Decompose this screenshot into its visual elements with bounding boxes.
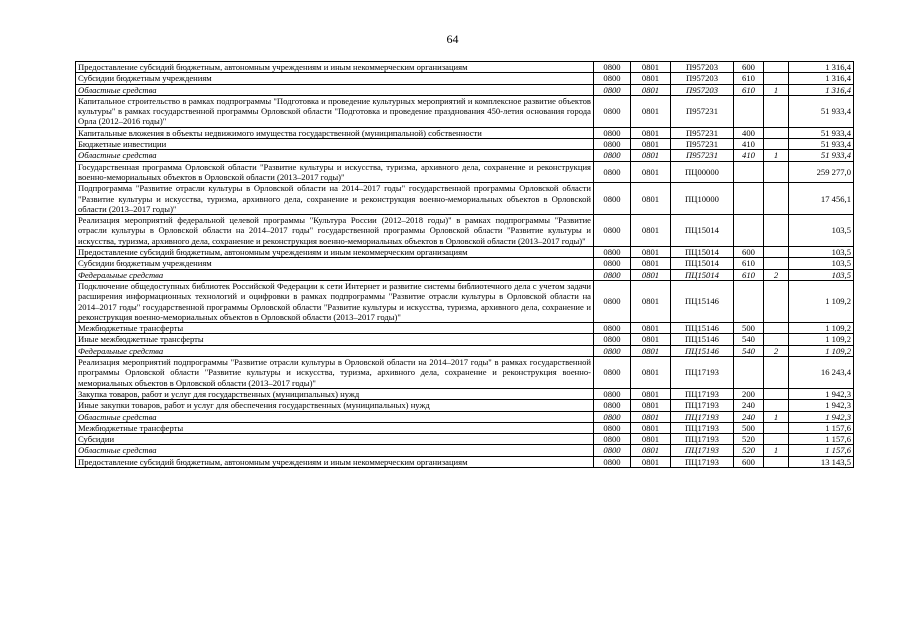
row-section: 0800 — [594, 345, 631, 356]
row-subsection: 0801 — [631, 247, 671, 258]
row-target-article: П957231 — [671, 139, 734, 150]
row-subsection: 0801 — [631, 183, 671, 215]
row-amount: 51 933,4 — [789, 150, 854, 161]
row-name: Предоставление субсидий бюджетным, автономным учреждениям и иным некоммерческим организациям — [76, 456, 594, 467]
row-funding-source — [764, 127, 789, 138]
row-name: Межбюджетные трансферты — [76, 422, 594, 433]
row-target-article: ПЦ17193 — [671, 422, 734, 433]
table-row — [76, 357, 854, 389]
row-expense-type: 610 — [734, 73, 764, 84]
row-expense-type: 500 — [734, 422, 764, 433]
row-section: 0800 — [594, 127, 631, 138]
table-row — [76, 434, 854, 445]
table-row — [76, 280, 854, 322]
row-subsection: 0801 — [631, 269, 671, 280]
row-funding-source — [764, 258, 789, 269]
row-section: 0800 — [594, 139, 631, 150]
row-amount: 259 277,0 — [789, 161, 854, 183]
row-section: 0800 — [594, 161, 631, 183]
row-amount: 1 942,3 — [789, 400, 854, 411]
row-name: Реализация мероприятий подпрограммы "Развитие отрасли культуры в Орловской области на 2014–2017 годы" в рамках государственной программы Орловской области "Развитие культуры и искусства, туризма, архивного дела, сохранение и реконструкция военно-мемориальных объектов в Орловской области (2013–2017 годы)" — [76, 357, 594, 389]
row-expense-type: 400 — [734, 127, 764, 138]
row-funding-source — [764, 161, 789, 183]
row-funding-source — [764, 280, 789, 322]
row-amount: 1 157,6 — [789, 434, 854, 445]
row-target-article: ПЦ15014 — [671, 258, 734, 269]
row-target-article: ПЦ17193 — [671, 357, 734, 389]
row-funding-source — [764, 388, 789, 399]
row-subsection: 0801 — [631, 388, 671, 399]
row-amount: 16 243,4 — [789, 357, 854, 389]
row-section: 0800 — [594, 150, 631, 161]
row-amount: 51 933,4 — [789, 139, 854, 150]
row-section: 0800 — [594, 183, 631, 215]
table-row — [76, 161, 854, 183]
row-target-article: П957231 — [671, 127, 734, 138]
table-row — [76, 334, 854, 345]
row-funding-source: 1 — [764, 84, 789, 95]
row-name: Бюджетные инвестиции — [76, 139, 594, 150]
row-section: 0800 — [594, 411, 631, 422]
table-row — [76, 95, 854, 127]
row-funding-source — [764, 323, 789, 334]
row-subsection: 0801 — [631, 127, 671, 138]
row-expense-type: 600 — [734, 456, 764, 467]
row-amount: 1 109,2 — [789, 323, 854, 334]
row-name: Капитальное строительство в рамках подпрограммы "Подготовка и проведение культурных мероприятий и комплексное развитие объектов культуры" в рамках государственной программы Орловской области "Подготовка и проведение празднования 450-летия основания города Орла (2012–2016 годы)" — [76, 95, 594, 127]
table-row — [76, 411, 854, 422]
table-row — [76, 183, 854, 215]
row-expense-type: 600 — [734, 62, 764, 73]
row-target-article: ПЦ15014 — [671, 215, 734, 247]
row-subsection: 0801 — [631, 95, 671, 127]
row-funding-source — [764, 422, 789, 433]
row-amount: 1 109,2 — [789, 280, 854, 322]
row-target-article: П957203 — [671, 84, 734, 95]
row-name: Межбюджетные трансферты — [76, 323, 594, 334]
row-name: Закупка товаров, работ и услуг для государственных (муниципальных) нужд — [76, 388, 594, 399]
row-amount: 1 942,3 — [789, 388, 854, 399]
row-funding-source: 1 — [764, 411, 789, 422]
row-name: Субсидии бюджетным учреждениям — [76, 73, 594, 84]
row-target-article: ПЦ00000 — [671, 161, 734, 183]
row-name: Предоставление субсидий бюджетным, автономным учреждениям и иным некоммерческим организациям — [76, 247, 594, 258]
row-target-article: П957203 — [671, 73, 734, 84]
row-expense-type: 540 — [734, 345, 764, 356]
row-target-article: ПЦ10000 — [671, 183, 734, 215]
row-subsection: 0801 — [631, 139, 671, 150]
table-row — [76, 127, 854, 138]
row-section: 0800 — [594, 269, 631, 280]
row-amount: 1 109,2 — [789, 345, 854, 356]
row-amount: 1 316,4 — [789, 73, 854, 84]
row-amount: 103,5 — [789, 269, 854, 280]
row-target-article: ПЦ17193 — [671, 388, 734, 399]
table-row — [76, 422, 854, 433]
row-section: 0800 — [594, 323, 631, 334]
row-expense-type: 520 — [734, 434, 764, 445]
row-expense-type: 610 — [734, 258, 764, 269]
row-expense-type: 520 — [734, 445, 764, 456]
row-amount: 103,5 — [789, 247, 854, 258]
row-name: Областные средства — [76, 411, 594, 422]
table-row — [76, 139, 854, 150]
row-target-article: ПЦ17193 — [671, 434, 734, 445]
row-section: 0800 — [594, 280, 631, 322]
row-section: 0800 — [594, 73, 631, 84]
table-row — [76, 215, 854, 247]
row-expense-type: 240 — [734, 411, 764, 422]
budget-table — [75, 61, 854, 468]
row-target-article: ПЦ15146 — [671, 323, 734, 334]
row-section: 0800 — [594, 215, 631, 247]
row-target-article: ПЦ15146 — [671, 280, 734, 322]
row-subsection: 0801 — [631, 434, 671, 445]
table-row — [76, 445, 854, 456]
row-amount: 1 316,4 — [789, 62, 854, 73]
row-funding-source — [764, 334, 789, 345]
row-amount: 51 933,4 — [789, 95, 854, 127]
row-funding-source — [764, 434, 789, 445]
row-name: Реализация мероприятий федеральной целевой программы "Культура России (2012–2018 годы)" в рамках подпрограммы "Развитие отрасли культуры в Орловской области на 2014–2017 годы" государственной программы Орловской области "Развитие культуры и искусства, туризма, архивного дела, сохранение и реконструкция военно-мемориальных объектов в Орловской области (2013–2017 годы)" — [76, 215, 594, 247]
row-section: 0800 — [594, 247, 631, 258]
row-subsection: 0801 — [631, 345, 671, 356]
row-name: Подпрограмма "Развитие отрасли культуры в Орловской области на 2014–2017 годы" государственной программы Орловской области "Развитие культуры и искусства, туризма, архивного дела, сохранение и реконструкция военно-мемориальных объектов в Орловской области (2013–2017 годы)" — [76, 183, 594, 215]
row-expense-type: 200 — [734, 388, 764, 399]
row-subsection: 0801 — [631, 73, 671, 84]
row-target-article: П957203 — [671, 62, 734, 73]
row-subsection: 0801 — [631, 150, 671, 161]
row-expense-type — [734, 280, 764, 322]
row-name: Иные межбюджетные трансферты — [76, 334, 594, 345]
row-section: 0800 — [594, 62, 631, 73]
table-row — [76, 73, 854, 84]
row-expense-type: 500 — [734, 323, 764, 334]
row-funding-source — [764, 215, 789, 247]
row-subsection: 0801 — [631, 280, 671, 322]
row-amount: 1 157,6 — [789, 422, 854, 433]
row-subsection: 0801 — [631, 411, 671, 422]
row-target-article: ПЦ15146 — [671, 334, 734, 345]
row-target-article: ПЦ15146 — [671, 345, 734, 356]
row-target-article: ПЦ15014 — [671, 269, 734, 280]
row-name: Подключение общедоступных библиотек Российской Федерации к сети Интернет и развитие системы библиотечного дела с учетом задачи расширения информационных технологий и оцифровки в рамках подпрограммы "Развитие отрасли культуры в Орловской области на 2014–2017 годы" государственной программы Орловской области "Развитие культуры и искусства, туризма, архивного дела, сохранение и реконструкция военно-мемориальных объектов в Орловской области (2013–2017 годы)" — [76, 280, 594, 322]
row-target-article: П957231 — [671, 150, 734, 161]
row-name: Предоставление субсидий бюджетным, автономным учреждениям и иным некоммерческим организациям — [76, 62, 594, 73]
row-expense-type: 410 — [734, 150, 764, 161]
table-row — [76, 62, 854, 73]
row-amount: 1 157,6 — [789, 445, 854, 456]
row-target-article: ПЦ17193 — [671, 456, 734, 467]
row-name: Областные средства — [76, 84, 594, 95]
row-subsection: 0801 — [631, 323, 671, 334]
row-expense-type — [734, 215, 764, 247]
row-subsection: 0801 — [631, 445, 671, 456]
row-funding-source — [764, 357, 789, 389]
row-section: 0800 — [594, 445, 631, 456]
row-target-article: П957231 — [671, 95, 734, 127]
row-funding-source: 1 — [764, 445, 789, 456]
row-amount: 1 109,2 — [789, 334, 854, 345]
row-name: Федеральные средства — [76, 269, 594, 280]
row-target-article: ПЦ17193 — [671, 445, 734, 456]
row-expense-type — [734, 183, 764, 215]
row-expense-type: 600 — [734, 247, 764, 258]
table-row — [76, 258, 854, 269]
row-target-article: ПЦ17193 — [671, 400, 734, 411]
table-row — [76, 150, 854, 161]
row-section: 0800 — [594, 400, 631, 411]
row-expense-type: 540 — [734, 334, 764, 345]
row-section: 0800 — [594, 334, 631, 345]
row-subsection: 0801 — [631, 357, 671, 389]
row-name: Иные закупки товаров, работ и услуг для обеспечения государственных (муниципальных) нужд — [76, 400, 594, 411]
row-amount: 103,5 — [789, 258, 854, 269]
row-amount: 1 316,4 — [789, 84, 854, 95]
row-subsection: 0801 — [631, 334, 671, 345]
row-section: 0800 — [594, 456, 631, 467]
row-subsection: 0801 — [631, 161, 671, 183]
row-funding-source — [764, 62, 789, 73]
row-name: Субсидии — [76, 434, 594, 445]
table-row — [76, 84, 854, 95]
row-subsection: 0801 — [631, 422, 671, 433]
row-funding-source — [764, 183, 789, 215]
row-funding-source — [764, 95, 789, 127]
row-section: 0800 — [594, 258, 631, 269]
table-row — [76, 269, 854, 280]
row-amount: 13 143,5 — [789, 456, 854, 467]
row-name: Государственная программа Орловской области "Развитие культуры и искусства, туризма, архивного дела, сохранение и реконструкция военно-мемориальных объектов в Орловской области (2013–2017 годы)" — [76, 161, 594, 183]
row-expense-type: 240 — [734, 400, 764, 411]
row-section: 0800 — [594, 434, 631, 445]
page-number: 64 — [446, 32, 459, 46]
row-subsection: 0801 — [631, 258, 671, 269]
row-funding-source — [764, 139, 789, 150]
row-name: Капитальные вложения в объекты недвижимого имущества государственной (муниципальной) собственности — [76, 127, 594, 138]
row-target-article: ПЦ17193 — [671, 411, 734, 422]
row-funding-source — [764, 73, 789, 84]
row-subsection: 0801 — [631, 62, 671, 73]
row-name: Федеральные средства — [76, 345, 594, 356]
row-expense-type — [734, 95, 764, 127]
row-name: Субсидии бюджетным учреждениям — [76, 258, 594, 269]
row-funding-source: 1 — [764, 150, 789, 161]
row-expense-type — [734, 161, 764, 183]
row-section: 0800 — [594, 95, 631, 127]
row-amount: 17 456,1 — [789, 183, 854, 215]
row-funding-source: 2 — [764, 269, 789, 280]
row-funding-source — [764, 247, 789, 258]
row-expense-type: 610 — [734, 84, 764, 95]
row-name: Областные средства — [76, 150, 594, 161]
row-funding-source — [764, 456, 789, 467]
table-row — [76, 345, 854, 356]
row-name: Областные средства — [76, 445, 594, 456]
row-amount: 51 933,4 — [789, 127, 854, 138]
row-section: 0800 — [594, 357, 631, 389]
table-row — [76, 323, 854, 334]
row-subsection: 0801 — [631, 400, 671, 411]
row-section: 0800 — [594, 84, 631, 95]
table-row — [76, 247, 854, 258]
row-funding-source — [764, 400, 789, 411]
row-expense-type: 410 — [734, 139, 764, 150]
row-section: 0800 — [594, 422, 631, 433]
row-expense-type: 610 — [734, 269, 764, 280]
table-row — [76, 456, 854, 467]
row-subsection: 0801 — [631, 456, 671, 467]
row-target-article: ПЦ15014 — [671, 247, 734, 258]
row-amount: 1 942,3 — [789, 411, 854, 422]
row-subsection: 0801 — [631, 215, 671, 247]
row-section: 0800 — [594, 388, 631, 399]
row-funding-source: 2 — [764, 345, 789, 356]
table-row — [76, 400, 854, 411]
table-row — [76, 388, 854, 399]
row-amount: 103,5 — [789, 215, 854, 247]
row-expense-type — [734, 357, 764, 389]
row-subsection: 0801 — [631, 84, 671, 95]
